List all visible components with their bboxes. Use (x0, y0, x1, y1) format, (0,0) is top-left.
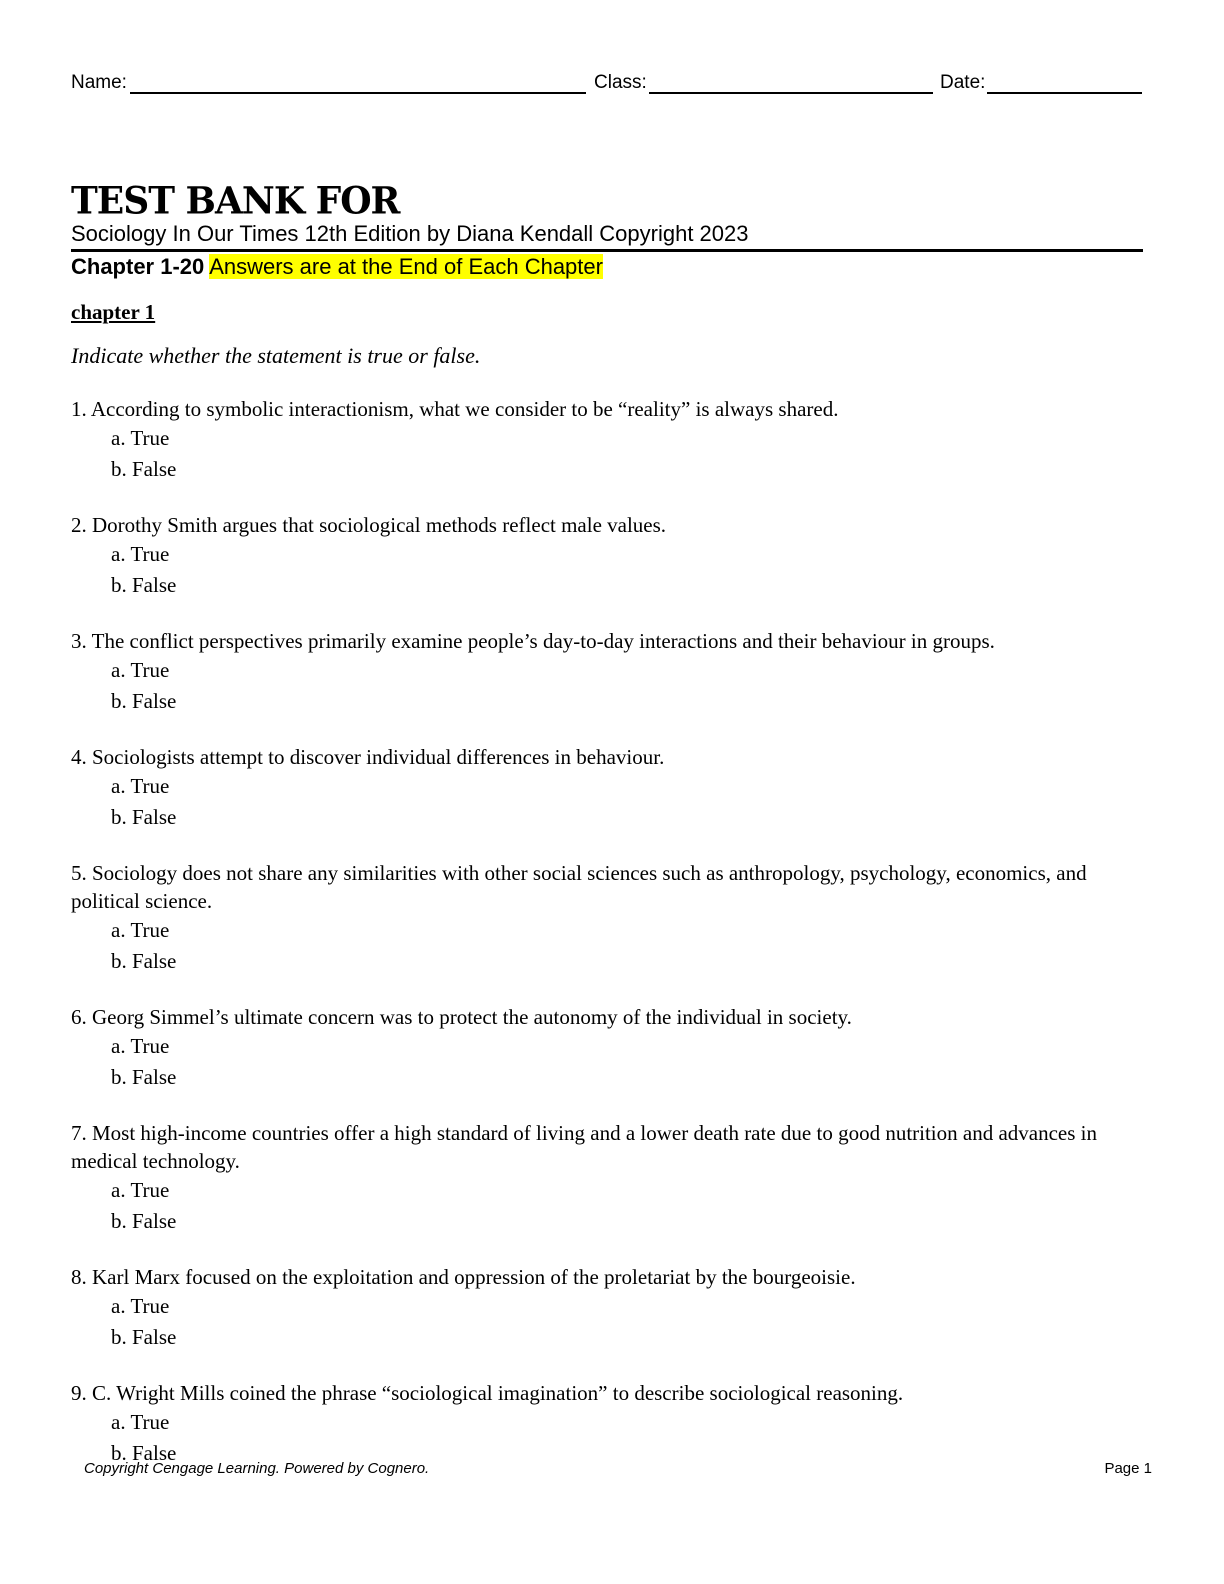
page-number: Page 1 (1104, 1460, 1152, 1477)
answers-note-highlight: Answers are at the End of Each Chapter (209, 254, 603, 279)
class-label: Class: (594, 72, 647, 93)
question-text: 7. Most high-income countries offer a high standard of living and a lower death rate due to good nutrition and advances in medical technology. (71, 1121, 1098, 1173)
chapter-range-line (71, 252, 1143, 282)
question-text: 2. Dorothy Smith argues that sociological methods reflect male values. (71, 513, 667, 537)
option-true[interactable]: a. True (111, 1178, 170, 1202)
option-false[interactable]: b. False (111, 948, 177, 973)
question-number: 2. (71, 513, 87, 537)
question-number: 6. (71, 1005, 87, 1029)
chapter-range: Chapter 1-20 (71, 254, 205, 279)
option-true[interactable]: a. True (111, 1410, 170, 1434)
option-false[interactable]: b. False (111, 688, 177, 713)
student-info-header (71, 70, 1142, 96)
question-text: 3. The conflict perspectives primarily examine people’s day-to-day interactions and their behaviour in groups. (71, 629, 995, 653)
question-number: 5. (71, 861, 87, 885)
name-blank-line[interactable] (130, 70, 586, 94)
chapter-heading: chapter 1 (71, 300, 156, 324)
question-item (71, 859, 1146, 976)
document-title: TEST BANK FOR (71, 178, 400, 224)
question-number: 3. (71, 629, 87, 653)
class-blank-line[interactable] (649, 70, 933, 94)
option-true[interactable]: a. True (111, 1294, 170, 1318)
option-true[interactable]: a. True (111, 918, 170, 942)
question-item (71, 1119, 1146, 1236)
option-false[interactable]: b. False (111, 1064, 177, 1089)
question-number: 7. (71, 1121, 87, 1145)
question-text: 5. Sociology does not share any similarities with other social sciences such as anthropology, psychology, economics, and political science. (71, 861, 1087, 913)
date-blank-line[interactable] (987, 70, 1142, 94)
name-label: Name: (71, 72, 127, 93)
question-text: 1. According to symbolic interactionism, what we consider to be “reality” is always shared. (71, 397, 839, 421)
class-field[interactable] (594, 70, 933, 94)
question-item (71, 395, 1146, 484)
book-subtitle: Sociology In Our Times 12th Edition by Diana Kendall Copyright 2023 (71, 220, 1143, 252)
question-number: 4. (71, 745, 87, 769)
name-field[interactable] (71, 70, 586, 94)
copyright-notice: Copyright Cengage Learning. Powered by Cognero. (84, 1460, 430, 1477)
date-field[interactable] (940, 70, 1142, 94)
question-number: 8. (71, 1265, 87, 1289)
question-item (71, 1003, 1146, 1092)
option-false[interactable]: b. False (111, 1208, 177, 1233)
question-item (71, 1379, 1146, 1468)
option-true[interactable]: a. True (111, 542, 170, 566)
question-number: 1. (71, 397, 87, 421)
option-false[interactable]: b. False (111, 804, 177, 829)
date-label: Date: (940, 72, 986, 93)
question-item (71, 511, 1146, 600)
option-true[interactable]: a. True (111, 1034, 170, 1058)
question-item (71, 627, 1146, 716)
question-text: 6. Georg Simmel’s ultimate concern was to protect the autonomy of the individual in society. (71, 1005, 852, 1029)
option-false[interactable]: b. False (111, 1440, 177, 1465)
question-section (71, 297, 1146, 1495)
option-false[interactable]: b. False (111, 456, 177, 481)
question-number: 9. (71, 1381, 87, 1405)
option-true[interactable]: a. True (111, 774, 170, 798)
option-false[interactable]: b. False (111, 1324, 177, 1349)
question-item (71, 743, 1146, 832)
option-true[interactable]: a. True (111, 658, 170, 682)
option-true[interactable]: a. True (111, 426, 170, 450)
instructions: Indicate whether the statement is true or false. (71, 343, 481, 368)
question-item (71, 1263, 1146, 1352)
question-text: 9. C. Wright Mills coined the phrase “sociological imagination” to describe sociological reasoning. (71, 1381, 904, 1405)
question-text: 8. Karl Marx focused on the exploitation and oppression of the proletariat by the bourgeoisie. (71, 1265, 856, 1289)
option-false[interactable]: b. False (111, 572, 177, 597)
question-list (71, 395, 1146, 1468)
question-text: 4. Sociologists attempt to discover individual differences in behaviour. (71, 745, 665, 769)
title-block (71, 180, 1143, 282)
